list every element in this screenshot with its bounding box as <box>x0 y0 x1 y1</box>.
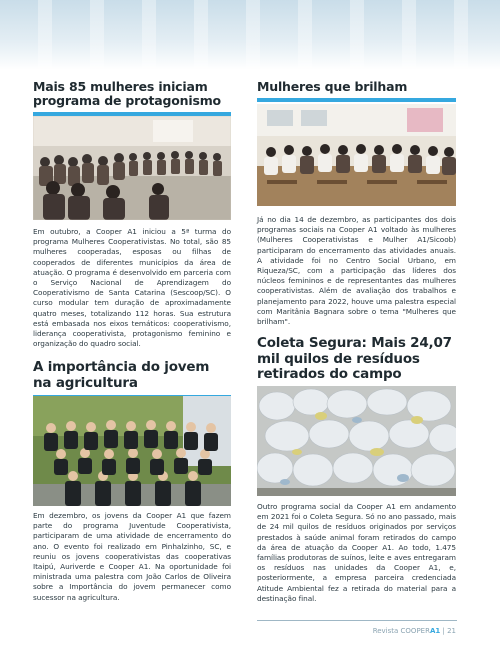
photo-women-program <box>33 116 231 220</box>
footer-rule <box>257 620 457 621</box>
article-title: Mulheres que brilham <box>257 79 408 94</box>
article-protagonismo-heading <box>33 80 231 116</box>
article-body: Já no dia 14 de dezembro, as participantes dos dois programas sociais na Cooper A1 voltado às mulheres (Mulheres Cooperativistas e Mulher A1/Sicoob) participaram do encerramento das atividades anuais. A atividade foi no Centro Social Urbano, em Riqueza/SC, com a participação das líderes dos núcleos femininos e de representantes das mulheres cooperativistas. Além de avaliação dos trabalhos e planejamento para 2022, houve uma palestra especial com Maritânia Bagnara sobre o tema "Mulheres que brilham". <box>257 215 456 327</box>
article-jovem-heading <box>33 360 231 399</box>
page-number: 21 <box>447 627 456 635</box>
page-footer <box>373 627 456 635</box>
photo-women-closing-event <box>257 104 456 206</box>
article-title: Mais 85 mulheres iniciam programa de protagonismo <box>33 79 221 108</box>
article-title: A importância do jovem na agricultura <box>33 359 210 391</box>
article-body: Em dezembro, os jovens da Cooper A1 que fazem parte do programa Juventude Cooperativista, participaram de uma atividade de encerramento do ano. O evento foi realizado em Pinhalzinho, SC, e reuniu os jovens cooperativistas das cooperativas Itaipú, Auriverde e Cooper A1. Na oportunidade foi ministrada uma palestra com João Carlos de Oliveira sobre a Importância do jovem permanecer como sucessor na agricultura. <box>33 511 231 602</box>
photo-waste-collection <box>257 386 456 496</box>
title-rule <box>257 98 456 102</box>
article-body: Em outubro, a Cooper A1 iniciou a 5ª turma do programa Mulheres Cooperativistas. No total, são 85 mulheres cooperadas, esposas ou filhas de cooperados de diferentes municípios da área de atuação. O programa é desenvolvido em parceria com o Serviço Nacional de Aprendizagem do Cooperativismo de Santa Catarina (Sescoop/SC). O curso modular tem duração de aproximadamente quatro meses, totalizando 112 horas. Sua estrutura está embasada nos eixos temáticos: cooperativismo, liderança cooperativista, protagonismo feminino e organização do quadro social. <box>33 227 231 349</box>
magazine-name: Revista COOPER <box>372 627 430 635</box>
header-band <box>0 0 500 70</box>
article-body: Outro programa social da Cooper A1 em andamento em 2021 foi o Coleta Segura. Só no ano passado, mais de 24 mil quilos de resíduos originados por serviços prestados à saúde animal foram retirados do campo da área de atuação da Cooper A1. Ao todo, 1.475 famílias produtoras de suínos, leite e aves entregaram os resíduos nas unidades da Cooper A1, e, posteriormente, a empresa parceira credenciada Atitude Ambiental fez a retirada do material para a destinação final. <box>257 502 456 603</box>
magazine-brand: A1 <box>429 627 441 635</box>
article-title: Coleta Segura: Mais 24,07 mil quilos de resíduos retirados do campo <box>257 335 452 382</box>
photo-youth-group <box>33 396 231 506</box>
footer-separator: | <box>442 627 445 635</box>
article-brilham-heading <box>257 80 456 102</box>
article-coleta-heading <box>257 336 456 391</box>
